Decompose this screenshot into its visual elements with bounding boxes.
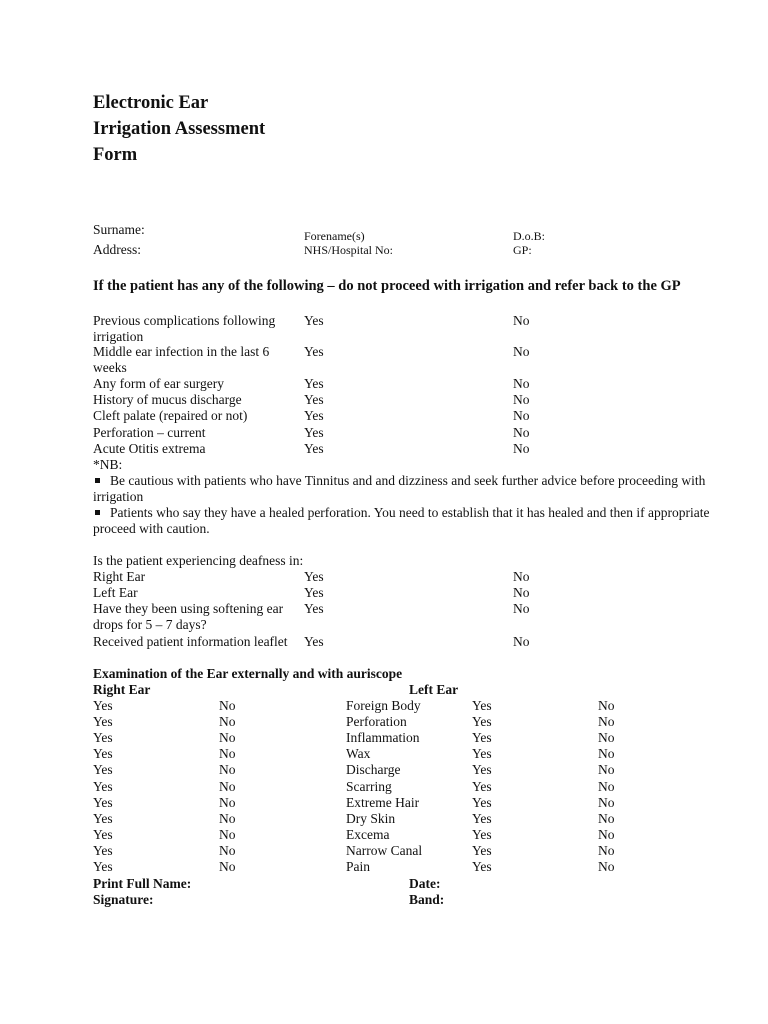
- exam-item-label: Scarring: [346, 778, 392, 794]
- right-ear-no: No: [219, 778, 236, 794]
- left-ear-no: No: [598, 859, 615, 874]
- deafness-label: Received patient information leaflet: [93, 634, 288, 649]
- right-ear-yes: Yes: [93, 826, 113, 842]
- deafness-yes: Yes: [304, 585, 324, 600]
- form-title-line-3: Form: [93, 145, 138, 165]
- nb-bullet-text: Patients who say they have a healed perforation. You need to establish that it has healed and then if appropriate proceed with caution.: [93, 505, 710, 536]
- contra-label: Perforation – current: [93, 425, 206, 440]
- contraindication-warning: If the patient has any of the following – do not proceed with irrigation and refer back to the GP: [93, 278, 681, 294]
- deafness-no: No: [513, 569, 530, 584]
- left-ear-no: No: [598, 698, 615, 713]
- contra-yes: Yes: [304, 392, 324, 407]
- right-ear-no: No: [219, 762, 236, 778]
- left-ear-yes: Yes: [472, 746, 492, 762]
- contra-no: No: [513, 313, 530, 328]
- left-ear-yes: Yes: [472, 826, 492, 842]
- right-ear-yes: Yes: [93, 859, 113, 874]
- right-ear-yes: Yes: [93, 714, 113, 730]
- right-ear-no: No: [219, 826, 236, 842]
- right-ear-no: No: [219, 842, 236, 858]
- contra-label: Acute Otitis extrema: [93, 441, 206, 456]
- left-ear-no: No: [598, 778, 615, 794]
- left-ear-yes: Yes: [472, 714, 492, 730]
- right-ear-heading: Right Ear: [93, 682, 151, 697]
- deafness-no: No: [513, 601, 530, 616]
- left-ear-no: No: [598, 826, 615, 842]
- left-ear-yes: Yes: [472, 698, 492, 713]
- contra-label: Any form of ear surgery: [93, 376, 224, 391]
- contra-label: Cleft palate (repaired or not): [93, 408, 248, 423]
- contra-yes: Yes: [304, 376, 324, 391]
- forename-field: Forename(s): [304, 229, 365, 243]
- address-field: Address:: [93, 242, 141, 257]
- deafness-no: No: [513, 585, 530, 600]
- form-title-line-2: Irrigation Assessment: [93, 119, 266, 139]
- print-name-label: Print Full Name:: [93, 876, 192, 891]
- nb-bullet-text: Be cautious with patients who have Tinnitus and and dizziness and seek further advice before proceeding with irrigation: [93, 473, 706, 504]
- contra-label: History of mucus discharge: [93, 392, 242, 407]
- right-ear-no: No: [219, 810, 236, 826]
- examination-heading: Examination of the Ear externally and with auriscope: [93, 666, 403, 681]
- right-ear-yes: Yes: [93, 810, 113, 826]
- contra-label: Previous complications following irrigation: [93, 313, 276, 344]
- right-ear-yes: Yes: [93, 842, 113, 858]
- deafness-label: Have they been using softening ear drops for 5 – 7 days?: [93, 601, 284, 632]
- right-ear-no: No: [219, 714, 236, 730]
- exam-item-label: Wax: [346, 746, 371, 762]
- gp-field: GP:: [513, 243, 532, 257]
- contra-yes: Yes: [304, 441, 324, 456]
- left-ear-no: No: [598, 762, 615, 778]
- exam-item-label: Dry Skin: [346, 810, 396, 826]
- deafness-label: Right Ear: [93, 569, 146, 584]
- left-ear-no: No: [598, 810, 615, 826]
- exam-item-label: Extreme Hair: [346, 794, 420, 810]
- right-ear-yes: Yes: [93, 730, 113, 746]
- surname-field: Surname:: [93, 222, 145, 237]
- deafness-yes: Yes: [304, 634, 324, 649]
- right-ear-yes: Yes: [93, 794, 113, 810]
- exam-item-label: Inflammation: [346, 730, 420, 746]
- left-ear-yes: Yes: [472, 730, 492, 746]
- right-ear-no: No: [219, 859, 236, 874]
- right-ear-yes: Yes: [93, 778, 113, 794]
- left-ear-yes: Yes: [472, 778, 492, 794]
- right-ear-no: No: [219, 730, 236, 746]
- form-title-line-1: Electronic Ear: [93, 93, 209, 113]
- contra-no: No: [513, 344, 530, 359]
- contra-no: No: [513, 376, 530, 391]
- left-ear-yes: Yes: [472, 794, 492, 810]
- exam-item-label: Perforation: [346, 714, 407, 730]
- left-ear-yes: Yes: [472, 842, 492, 858]
- deafness-yes: Yes: [304, 569, 324, 584]
- contra-yes: Yes: [304, 408, 324, 423]
- contra-no: No: [513, 392, 530, 407]
- left-ear-no: No: [598, 842, 615, 858]
- deafness-no: No: [513, 634, 530, 649]
- right-ear-no: No: [219, 746, 236, 762]
- dob-field: D.o.B:: [513, 229, 546, 243]
- contra-label: Middle ear infection in the last 6 weeks: [93, 344, 270, 375]
- nb-bullet-1: [93, 473, 713, 505]
- right-ear-no: No: [219, 698, 236, 713]
- contra-yes: Yes: [304, 425, 324, 440]
- nb-label: *NB:: [93, 457, 123, 472]
- left-ear-no: No: [598, 794, 615, 810]
- exam-item-label: Pain: [346, 859, 371, 874]
- band-label: Band:: [409, 892, 445, 907]
- date-label: Date:: [409, 876, 441, 891]
- contra-yes: Yes: [304, 313, 324, 328]
- deafness-label: Left Ear: [93, 585, 138, 600]
- nb-bullet-2: [93, 505, 713, 537]
- contra-no: No: [513, 441, 530, 456]
- left-ear-yes: Yes: [472, 762, 492, 778]
- exam-item-label: Foreign Body: [346, 698, 421, 713]
- left-ear-no: No: [598, 730, 615, 746]
- nhs-number-field: NHS/Hospital No:: [304, 243, 394, 257]
- left-ear-yes: Yes: [472, 810, 492, 826]
- deafness-yes: Yes: [304, 601, 324, 616]
- left-ear-no: No: [598, 714, 615, 730]
- exam-item-label: Narrow Canal: [346, 842, 423, 858]
- right-ear-no: No: [219, 794, 236, 810]
- left-ear-heading: Left Ear: [409, 682, 459, 697]
- form-title: [93, 90, 353, 168]
- contra-yes: Yes: [304, 344, 324, 359]
- contra-no: No: [513, 408, 530, 423]
- deafness-question: Is the patient experiencing deafness in:: [93, 553, 304, 568]
- right-ear-yes: Yes: [93, 762, 113, 778]
- left-ear-no: No: [598, 746, 615, 762]
- bullet-icon: [95, 478, 100, 483]
- exam-item-label: Discharge: [346, 762, 401, 778]
- right-ear-yes: Yes: [93, 746, 113, 762]
- contra-no: No: [513, 425, 530, 440]
- bullet-icon: [95, 510, 100, 515]
- left-ear-yes: Yes: [472, 859, 492, 874]
- signature-label: Signature:: [93, 892, 154, 907]
- right-ear-yes: Yes: [93, 698, 113, 713]
- exam-item-label: Excema: [346, 826, 390, 842]
